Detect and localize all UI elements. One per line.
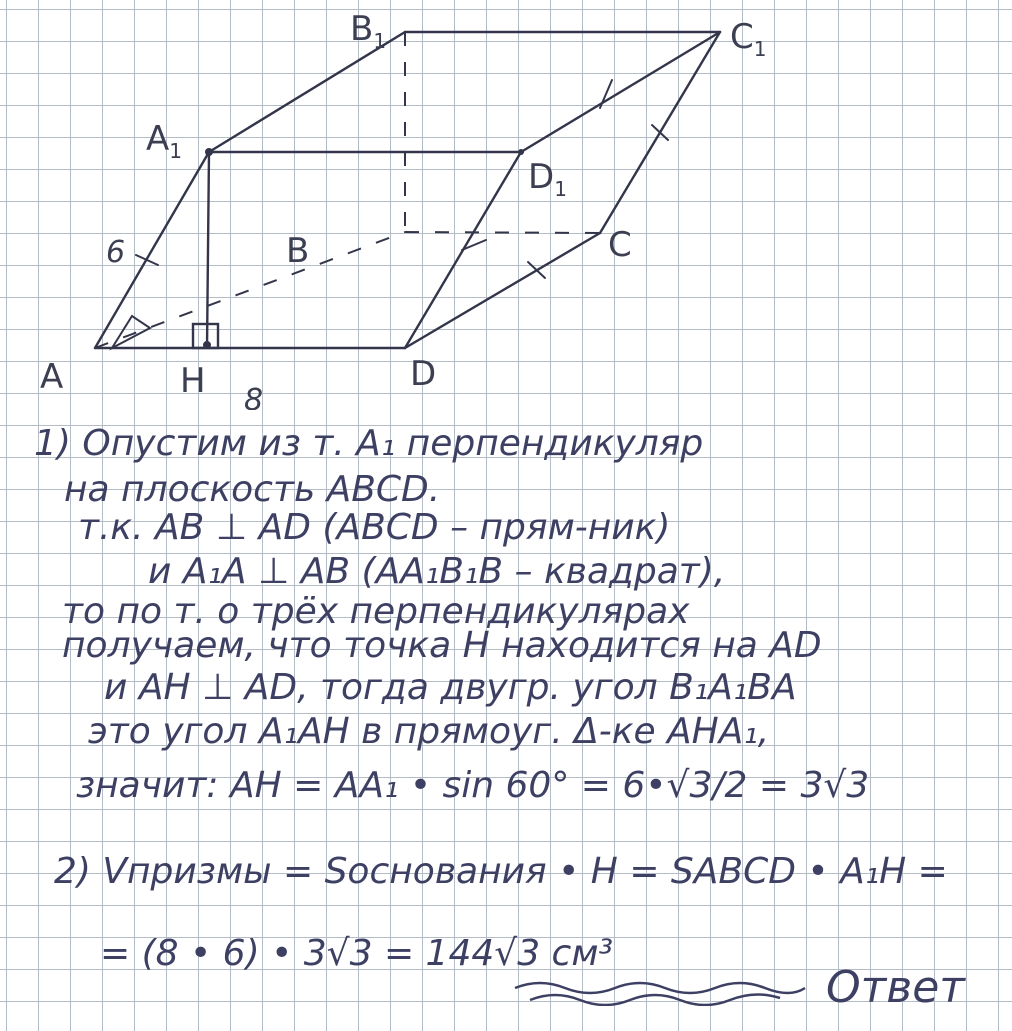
answer-label: Ответ xyxy=(826,962,965,1013)
label-point-a1: $A_1$ xyxy=(146,119,182,163)
solution-line-3: т.к. AB ⊥ AD (ABCD – прям-ник) xyxy=(78,507,671,548)
edge-d1-c1 xyxy=(521,32,720,152)
solution-line-2: на плоскость ABCD. xyxy=(64,469,441,510)
label-point-h: H xyxy=(180,361,206,401)
label-point-c1: $C_1$ xyxy=(730,17,767,61)
tick-mark xyxy=(528,262,545,278)
point-a1-dot xyxy=(205,148,213,156)
tick-mark xyxy=(652,125,668,140)
solution-line-8: это угол A₁AH в прямоуг. Δ-ке AHA₁, xyxy=(88,711,770,752)
label-point-a: A xyxy=(40,357,64,397)
hidden-edge-a-b xyxy=(95,232,405,348)
solution-line-9: значит: AH = AA₁ • sin 60° = 6•√3/2 = 3√3 xyxy=(76,765,870,806)
solution-line-6: получаем, что точка H находится на AD xyxy=(62,625,822,666)
answer-underline xyxy=(510,976,810,1006)
prism-figure xyxy=(0,0,1012,410)
edge-d-c xyxy=(405,233,600,348)
length-aa1: 6 xyxy=(106,235,126,270)
height-a1-h xyxy=(207,152,209,348)
label-point-b1: $B_1$ xyxy=(350,9,387,53)
solution-line-4: и A₁A ⊥ AB (AA₁B₁B – квадрат), xyxy=(148,551,726,592)
solution-line-11: = (8 • 6) • 3√3 = 144√3 см³ xyxy=(100,933,613,974)
solution-line-1: 1) Опустим из т. A₁ перпендикуляр xyxy=(34,423,704,464)
length-ad: 8 xyxy=(244,383,264,410)
solution-line-5: то по т. о трёх перпендикулярах xyxy=(62,591,690,632)
label-point-d: D xyxy=(410,354,437,394)
tick-mark xyxy=(600,80,612,108)
angle-mark-a xyxy=(112,316,150,348)
solution-line-10: 2) Vпризмы = Sоснования • H = SABCD • A₁H = xyxy=(54,851,948,892)
hidden-edge-b-c xyxy=(405,232,600,233)
point-d1-dot xyxy=(518,149,524,155)
label-point-b: B xyxy=(286,231,310,271)
label-point-d1: $D_1$ xyxy=(528,157,567,201)
label-point-c: C xyxy=(608,225,632,265)
point-h-dot xyxy=(203,341,211,349)
solution-line-7: и AH ⊥ AD, тогда двугр. угол B₁A₁BA xyxy=(104,667,797,708)
